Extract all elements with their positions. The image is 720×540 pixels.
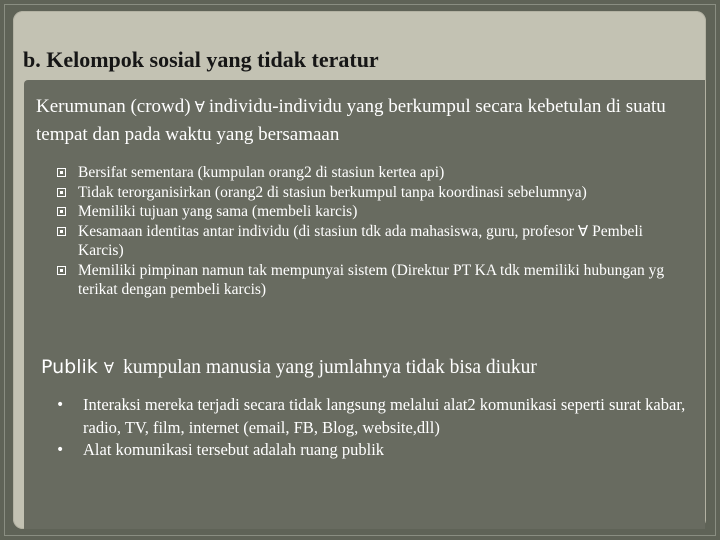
list-item: Kesamaan identitas antar individu (di stasiun tdk ada mahasiswa, guru, profesor ∀ Pembeli Karcis) bbox=[57, 222, 667, 261]
square-bullet-icon bbox=[57, 188, 66, 197]
square-bullet-icon bbox=[57, 207, 66, 216]
publik-term: Publik bbox=[41, 356, 98, 378]
publik-definition-text: kumpulan manusia yang jumlahnya tidak bisa diukur bbox=[123, 357, 537, 378]
square-bullet-icon bbox=[57, 168, 66, 177]
list-item: Tidak terorganisirkan (orang2 di stasiun berkumpul tanpa koordinasi sebelumnya) bbox=[57, 183, 667, 203]
slide-title: b. Kelompok sosial yang tidak teratur bbox=[23, 47, 379, 72]
square-bullet-icon bbox=[57, 266, 66, 275]
crowd-definition-text: individu-individu yang berkumpul secara kebetulan di suatu tempat dan pada waktu yang bersamaan bbox=[36, 96, 666, 145]
dot-bullet-icon: • bbox=[56, 442, 65, 458]
crowd-definition bbox=[36, 93, 686, 148]
for-all-symbol-icon: ∀ bbox=[103, 359, 115, 377]
list-item: • Alat komunikasi tersebut adalah ruang publik bbox=[56, 439, 686, 462]
crowd-traits-list bbox=[57, 163, 667, 300]
for-all-symbol-icon: ∀ bbox=[194, 98, 205, 116]
list-item: • Interaksi mereka terjadi secara tidak langsung melalui alat2 komunikasi seperti surat kabar, radio, TV, film, internet (email, FB, Blog, website,dll) bbox=[56, 395, 686, 437]
crowd-term: Kerumunan (crowd) bbox=[36, 96, 191, 117]
publik-points-list bbox=[56, 394, 686, 462]
square-bullet-icon bbox=[57, 227, 66, 236]
list-item: Memiliki pimpinan namun tak mempunyai sistem (Direktur PT KA tdk memiliki hubungan yg terikat dengan pembeli karcis) bbox=[57, 261, 667, 300]
list-item: Memiliki tujuan yang sama (membeli karcis) bbox=[57, 202, 667, 222]
list-item: Bersifat sementara (kumpulan orang2 di stasiun kertea api) bbox=[57, 163, 667, 183]
for-all-symbol-icon: ∀ bbox=[577, 221, 589, 240]
dot-bullet-icon: • bbox=[56, 397, 65, 413]
publik-definition bbox=[41, 356, 691, 379]
